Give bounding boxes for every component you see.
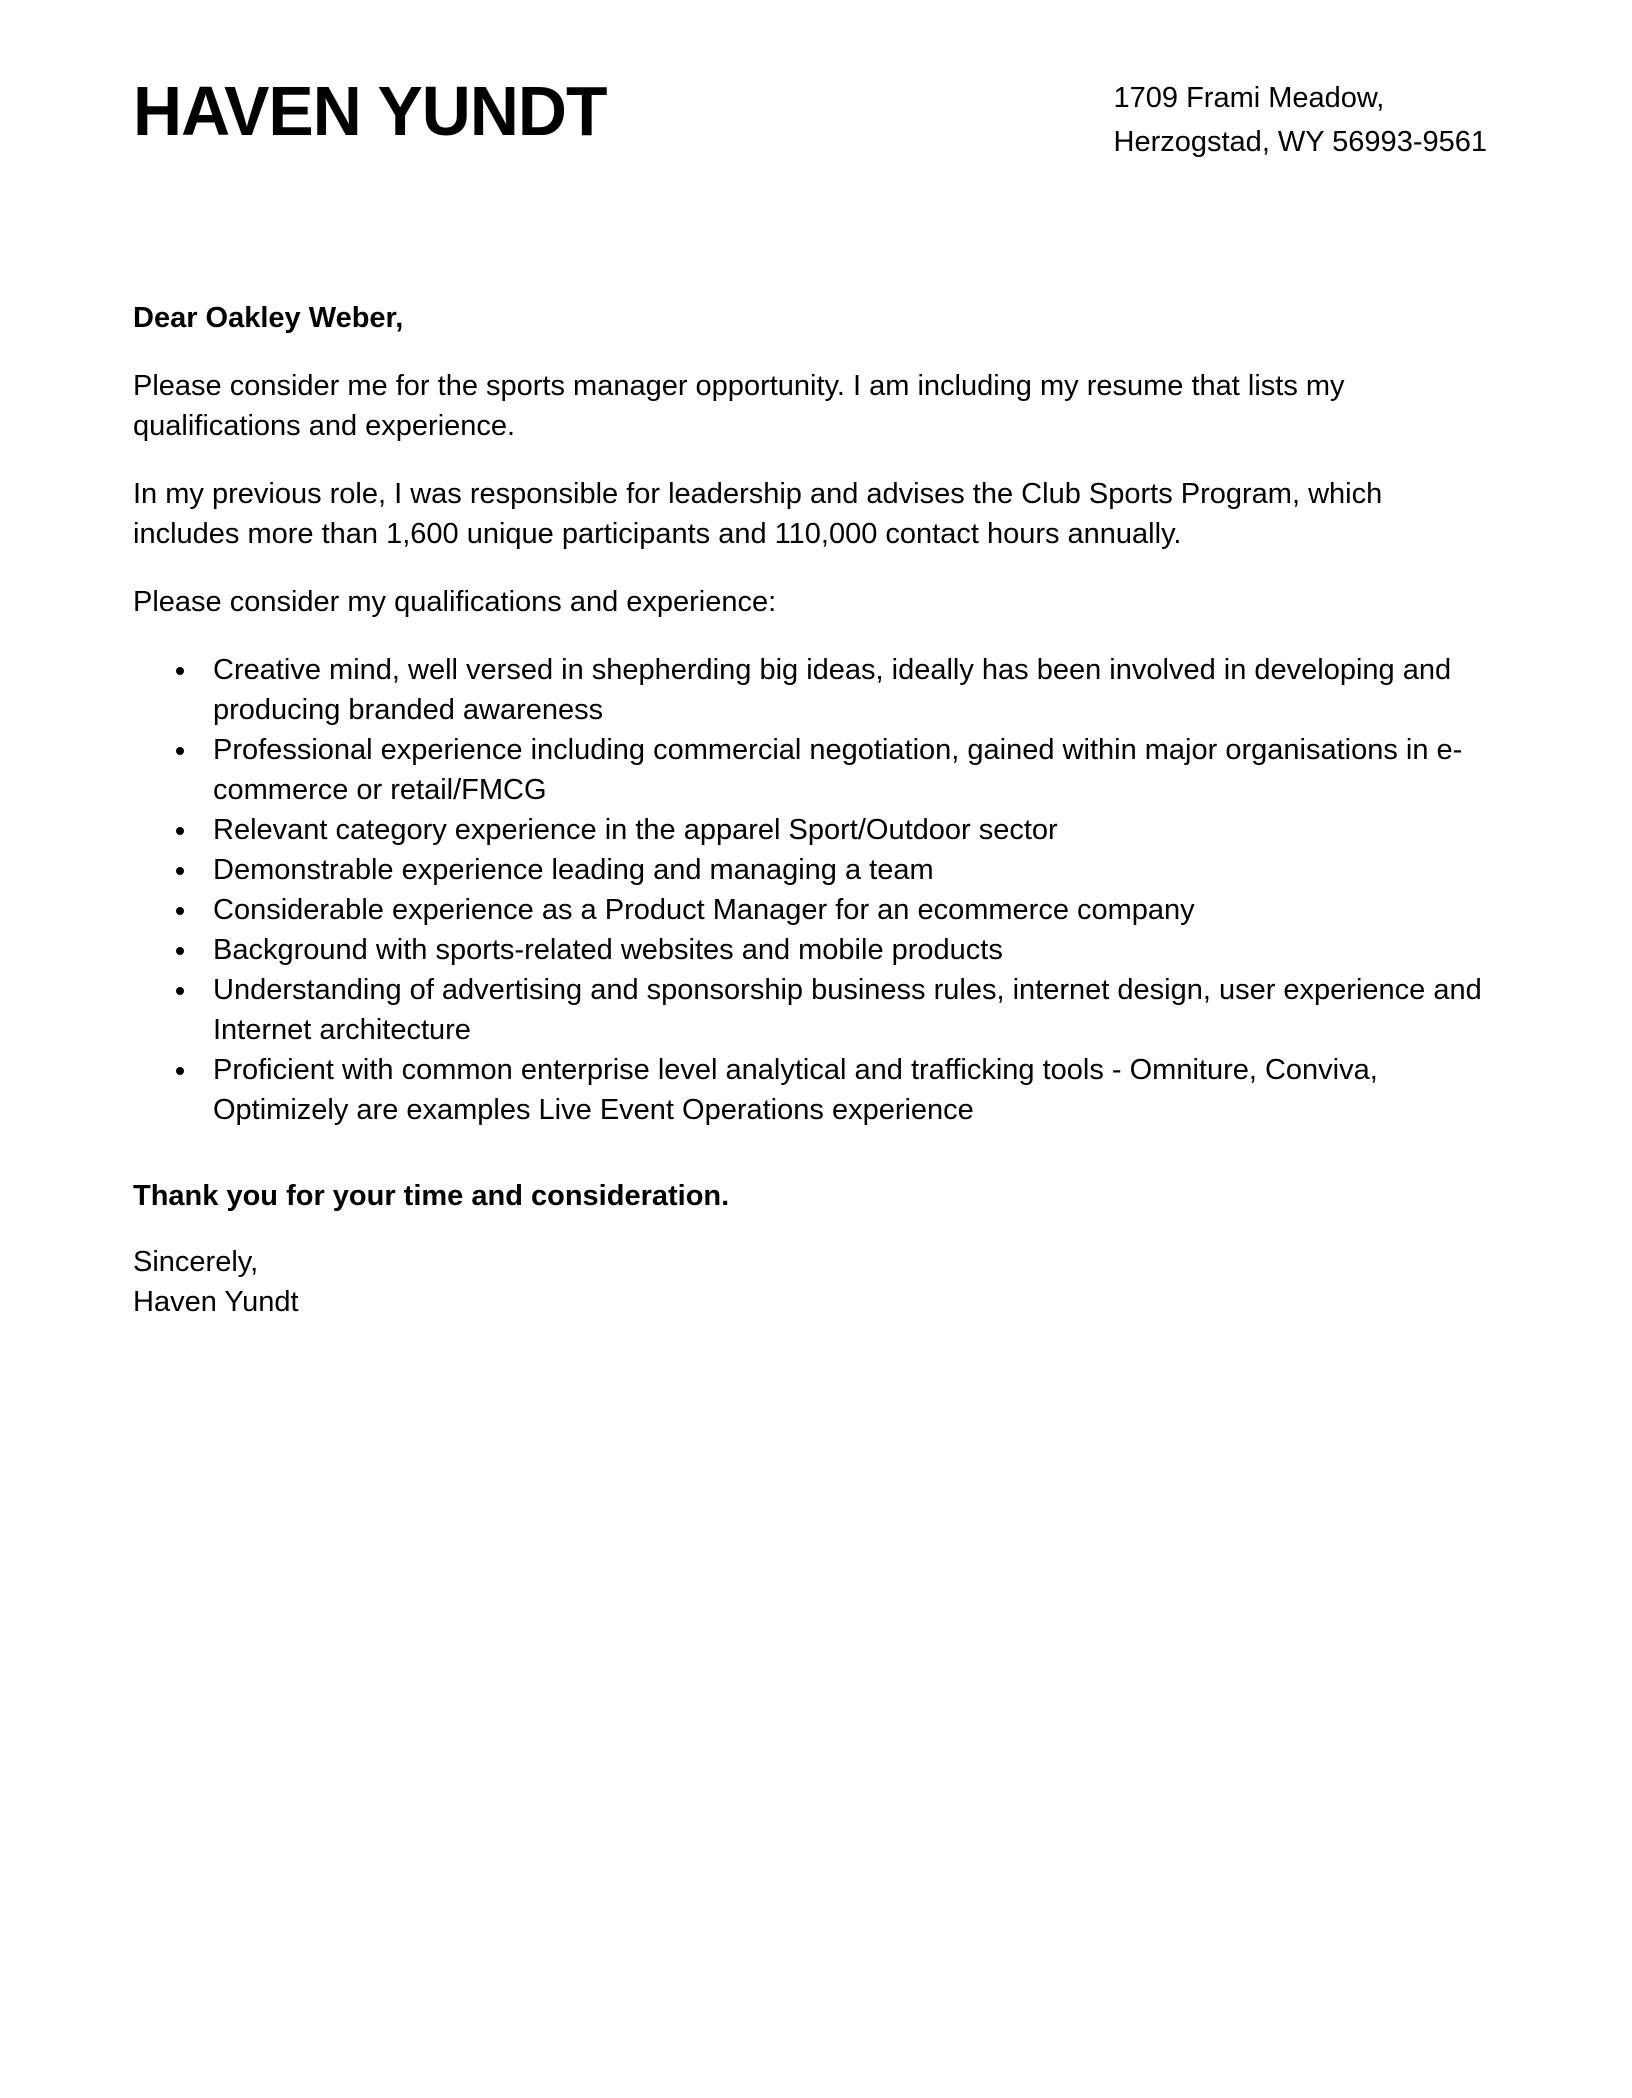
body-paragraphs (133, 366, 1487, 622)
address-line-1: 1709 Frami Meadow, (1113, 82, 1385, 114)
greeting: Dear Oakley Weber, (133, 302, 404, 334)
signoff: Sincerely, (133, 1246, 259, 1278)
closing-thanks: Thank you for your time and consideration. (133, 1180, 730, 1212)
qualification-item: • Understanding of advertising and sponsorship business rules, internet design, user experience and Internet architecture (199, 970, 1487, 1050)
sender-name: HAVEN YUNDT (133, 72, 607, 150)
sender-address (1114, 76, 1487, 164)
qualifications-list (133, 650, 1487, 1130)
body-paragraph: Please consider me for the sports manager opportunity. I am including my resume that lists my qualifications and experience. (133, 370, 1345, 442)
signature-name: Haven Yundt (133, 1286, 299, 1318)
qualification-item: • Professional experience including commercial negotiation, gained within major organisations in e-commerce or retail/FMCG (199, 730, 1487, 810)
qualification-item: • Proficient with common enterprise level analytical and trafficking tools - Omniture, Conviva, Optimizely are examples Live Event Operations experience (199, 1050, 1487, 1130)
qualification-item: • Creative mind, well versed in shepherding big ideas, ideally has been involved in developing and producing branded awareness (199, 650, 1487, 730)
body-paragraph: In my previous role, I was responsible for leadership and advises the Club Sports Program, which includes more than 1,600 unique participants and 110,000 contact hours annually. (133, 478, 1383, 550)
qualification-item: • Relevant category experience in the apparel Sport/Outdoor sector (199, 810, 1487, 850)
signoff-block (133, 1242, 1487, 1322)
qualification-item: • Background with sports-related websites and mobile products (199, 930, 1487, 970)
address-line-2: Herzogstad, WY 56993-9561 (1113, 126, 1487, 158)
letter-header (133, 70, 1487, 164)
qualification-item: • Considerable experience as a Product Manager for an ecommerce company (199, 890, 1487, 930)
body-paragraph: Please consider my qualifications and experience: (133, 586, 777, 618)
qualification-item: • Demonstrable experience leading and managing a team (199, 850, 1487, 890)
